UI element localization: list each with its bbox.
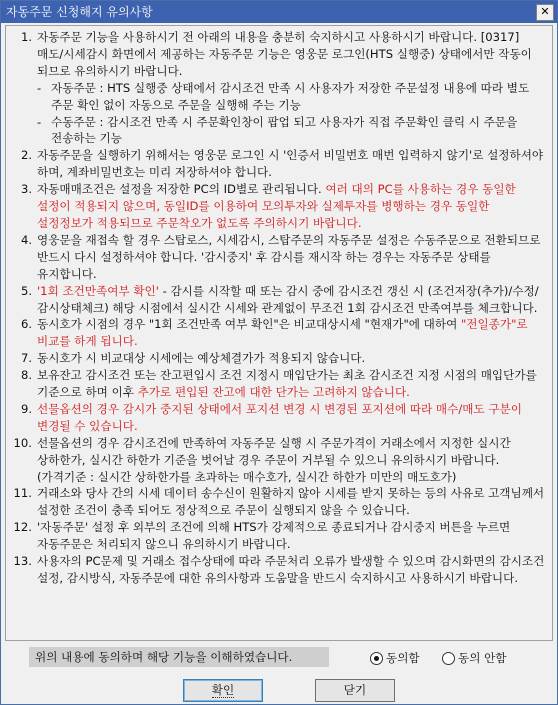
notice-item — [10, 147, 546, 181]
notice-text: 동시호가 시 비교대상 시세에는 예상체결가가 적용되지 않습니다. — [37, 351, 366, 366]
close-button[interactable] — [315, 679, 395, 702]
notice-item — [10, 553, 546, 587]
notice-item-text — [37, 401, 546, 435]
title-bar — [1, 1, 557, 23]
notice-item-number: 13. — [13, 554, 32, 569]
notice-text: 자동주문을 실행하기 위해서는 영웅문 로그인 시 '인증서 비밀번호 매번 입력하지 않기'로 설정하셔야 하며, 계좌비밀번호는 미리 저장하셔야 합니다. — [37, 148, 544, 180]
notice-item — [10, 435, 546, 486]
ok-button-label: 확인 — [211, 683, 235, 697]
notice-item — [10, 485, 546, 519]
notice-item — [10, 181, 546, 232]
close-icon[interactable]: ✕ — [536, 4, 554, 21]
notice-item-text — [37, 316, 546, 350]
notice-item-text — [37, 29, 546, 147]
notice-item-number: 3. — [20, 182, 32, 197]
notice-item-number: 6. — [20, 317, 32, 332]
notice-item-number: 1. — [20, 30, 32, 44]
notice-text: 선물옵션의 경우 감시조건에 만족하여 자동주문 실행 시 주문가격이 거래소에서 지정한 실시간 상하한가, 실시간 하한가 기준을 벗어날 경우 주문이 거부될 수 있으니 유의하시기 바랍니다. (가격기준 : 실시간 상하한가를 초과하는 매수호가, 실시간 하한가 미만의 매도호가) — [37, 435, 511, 484]
notice-text: 동시호가 시점의 경우 "1회 조건만족 여부 확인"은 비교대상시세 "현재가"에 대하여 — [37, 317, 461, 332]
notice-item-text — [37, 147, 546, 181]
notice-item-number: 9. — [20, 401, 32, 416]
ok-button[interactable] — [183, 679, 263, 702]
notice-item — [10, 316, 546, 350]
notice-warning-text: 추가로 편입된 잔고에 대한 단가는 고려하지 않습니다. — [137, 385, 410, 400]
agreement-statement: 위의 내용에 동의하며 해당 기능을 이해하였습니다. — [29, 647, 329, 667]
notice-warning-text: '1회 조건만족여부 확인' — [37, 283, 159, 298]
notice-item-number: 2. — [20, 148, 32, 163]
notice-item-number: 10. — [13, 435, 32, 450]
notice-text: 보유잔고 감시조건 또는 잔고편입시 조건 지정시 매입단가는 최초 감시조건 지정 시점의 매입단가를 기준으로 하며 이후 — [37, 368, 537, 400]
subitem-text: 수동주문 : 감시조건 만족 시 주문확인창이 팝업 되고 사용자가 직접 주문확인 클릭 시 주문을 전송하는 기능 — [51, 114, 518, 146]
notice-subitem — [37, 80, 546, 114]
notice-item — [10, 367, 546, 401]
notice-item — [10, 283, 546, 317]
notice-item-text — [37, 181, 546, 232]
notice-text: '자동주문' 설정 후 외부의 조건에 의해 HTS가 강제적으로 종료되거나 감시중지 버튼을 누르면 자동주문은 처리되지 않으니 유의하시기 바랍니다. — [37, 520, 511, 552]
notice-item — [10, 401, 546, 435]
notice-text: 자동매매조건은 설정을 저장한 PC의 ID별로 관리됩니다. — [37, 182, 326, 197]
notice-list — [6, 26, 552, 587]
subitem-dash: - — [37, 80, 42, 95]
notice-item-number: 4. — [20, 232, 32, 247]
notice-item-text — [37, 367, 546, 401]
window-title: 자동주문 신청해지 유의사항 — [6, 5, 153, 19]
notice-warning-text: 여러 대의 PC를 사용하는 경우 동일한 설정이 적용되지 않으며, 동일ID를 이용하여 모의투자와 실제투자를 병행하는 경우 동일한 설정정보가 적용되므로 주문착오가 없도록 주의하시기 바랍니다. — [37, 182, 516, 230]
notice-text: - 감시를 시작할 때 또는 감시 중에 감시조건 갱신 시 (조건저장(추가)/수정/감시상태체크) 해당 시점에서 실시간 시세와 관계없이 무조건 1회 감시조건 만족여부를 체크합니다. — [37, 283, 539, 315]
notice-item — [10, 29, 546, 147]
disagree-radio-label[interactable]: 동의 안함 — [458, 651, 507, 665]
notice-item-text — [37, 283, 546, 317]
disagree-radio[interactable] — [442, 650, 506, 666]
agree-radio-circle[interactable] — [370, 652, 383, 665]
notice-item — [10, 519, 546, 553]
notice-item-number: 12. — [13, 520, 32, 535]
notice-item-text — [37, 350, 546, 367]
notice-item-number: 8. — [20, 368, 32, 383]
disagree-radio-circle[interactable] — [442, 652, 455, 665]
close-button-label: 닫기 — [343, 683, 367, 697]
notice-text: 자동주문 기능을 사용하시기 전 아래의 내용을 충분히 숙지하시고 사용하시기 바랍니다. [0317] 매도/시세감시 화면에서 제공하는 자동주문 기능은 영웅문 로그인(HTS 실행중) 상태에서만 작동이 되므로 유의하시기 바랍니다. — [37, 30, 532, 78]
notice-item-text — [37, 232, 546, 283]
notice-item-text — [37, 553, 546, 587]
notice-text: 거래소와 당사 간의 시세 데이터 송수신이 원활하지 않아 시세를 받지 못하는 등의 사유로 고객님께서 설정한 조건이 충족 되어도 정상적으로 주문이 실행되지 않을 수 있습니다. — [37, 486, 545, 518]
notice-item-number: 5. — [20, 283, 32, 298]
agree-radio[interactable] — [370, 650, 420, 666]
notice-content — [5, 25, 553, 641]
notice-item-text — [37, 435, 546, 486]
notice-item — [10, 232, 546, 283]
notice-item-number: 7. — [20, 351, 32, 366]
notice-subitem — [37, 114, 546, 148]
subitem-text: 자동주문 : HTS 실행중 상태에서 감시조건 만족 시 사용자가 저장한 주문설정 내용에 따라 별도 주문 확인 없이 자동으로 주문을 실행해 주는 기능 — [51, 80, 530, 112]
notice-item-text — [37, 485, 546, 519]
notice-warning-text: 선물옵션의 경우 감시가 중지된 상태에서 포지션 변경 시 변경된 포지션에 따라 매수/매도 구분이 변경될 수 있습니다. — [37, 401, 522, 433]
subitem-dash: - — [37, 114, 42, 129]
notice-text: 영웅문을 재접속 할 경우 스탑로스, 시세감시, 스탑주문의 자동주문 설정은 수동주문으로 전환되므로 반드시 다시 설정하셔야 합니다. '감시중지' 후 감시를 재시작 하는 경우는 자동주문 상태를 유지합니다. — [37, 232, 541, 281]
agree-radio-label[interactable]: 동의함 — [386, 651, 420, 665]
notice-text: 사용자의 PC문제 및 거래소 접수상태에 따라 주문처리 오류가 발생할 수 있으며 감시화면의 감시조건 설정, 감시방식, 자동주문에 대한 유의사항과 도움말을 반드시 숙지하시고 사용하시기 바랍니다. — [37, 554, 545, 585]
notice-item-text — [37, 519, 546, 553]
notice-item-number: 11. — [13, 486, 32, 501]
notice-item — [10, 350, 546, 367]
notice-warning-text: "전일종가"로 비교를 하게 됩니다. — [37, 317, 528, 349]
